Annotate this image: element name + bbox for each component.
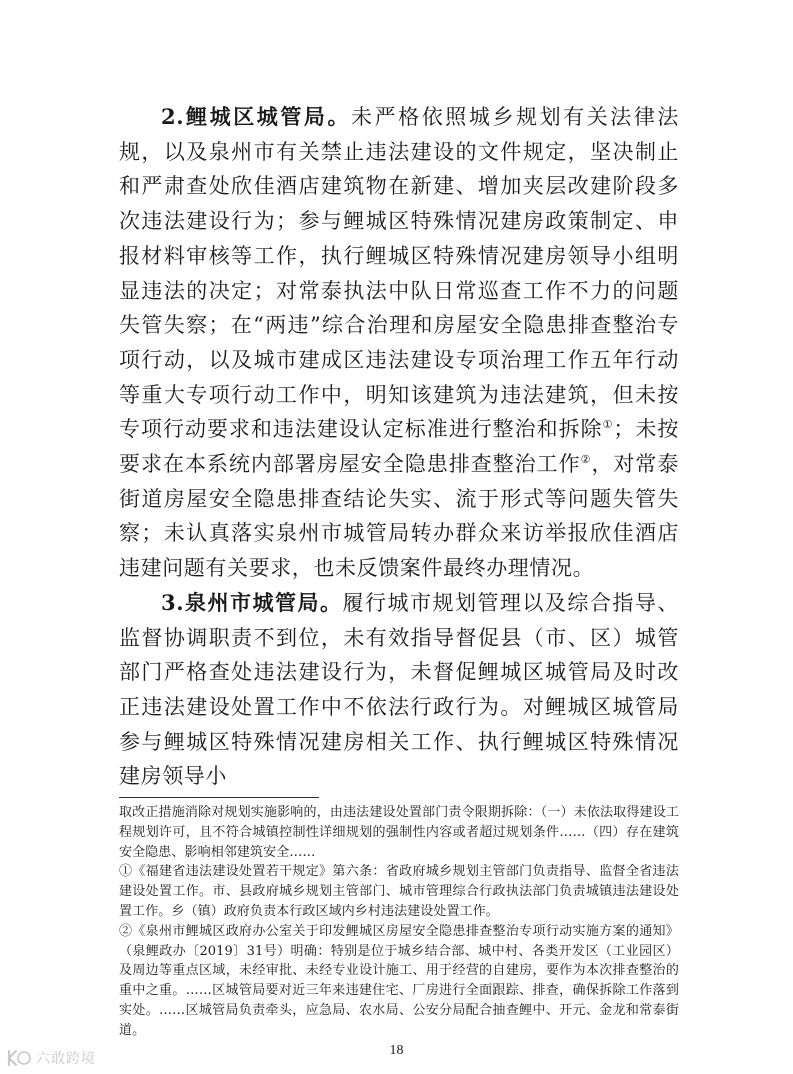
paragraph-text: 履行城市规划管理以及综合指导、监督协调职责不到位，未有效指导督促县（市、区）城管部门严格查处违法建设行为，未督促鲤城区城管局及时改正违法建设处置工作中不依法行政行为。对鲤城区城管局参与鲤城区特殊情况建房相关工作、执行鲤城区特殊情况建房领导小 xyxy=(119,590,680,789)
footnote-separator xyxy=(119,797,319,798)
paragraph-licheng-bureau xyxy=(119,100,679,586)
paragraph-text: 未严格依照城乡规划有关法律法规，以及泉州市有关禁止违法建设的文件规定，坚决制止和严肃查处欣佳酒店建筑物在新建、增加夹层改建阶段多次违法建设行为；参与鲤城区特殊情况建房政策制定、申报材料审核等工作，执行鲤城区特殊情况建房领导小组明显违法的决定；对常泰执法中队日常巡查工作不力的问题失管失察；在“两违”综合治理和房屋安全隐患排查整治专项行动，以及城市建成区违法建设专项治理工作五年行动等重大专项行动工作中，明知该建筑为违法建筑，但未按专项行动要求和违法建设认定标准进行整治和拆除 xyxy=(119,105,679,442)
paragraph-text-cont: ；未按要求在本系统内部署房屋安全隐患排查整治工作 xyxy=(119,417,679,477)
paragraph-heading: 3.泉州市城管局。 xyxy=(161,589,343,615)
paragraph-quanzhou-bureau xyxy=(119,586,679,794)
paragraph-heading: 2.鲤城区城管局。 xyxy=(161,104,352,129)
footnote-ref-2[interactable]: ② xyxy=(580,453,592,467)
watermark-text: 六敢跨境 xyxy=(36,1051,96,1067)
footnote-1: ①《福建省违法建设处置若干规定》第六条：省政府城乡规划主管部门负责指导、监督全省违法建设处置工作。市、县政府城乡规划主管部门、城市管理综合行政执法部门负责城镇违法建设处置工作。乡（镇）政府负责本行政区域内乡村违法建设处置工作。 xyxy=(119,864,679,919)
main-body-text xyxy=(119,100,679,794)
footnotes xyxy=(119,803,679,1041)
footnote-2: ②《泉州市鲤城区政府办公室关于印发鲤城区房屋安全隐患排查整治专项行动实施方案的通知》（泉鲤政办〔2019〕31号）明确：特别是位于城乡结合部、城中村、各类开发区（工业园区）及周边等重点区域，未经审批、未经专业设计施工、用于经营的自建房，要作为本次排查整治的重中之重。……区城管局要对近三年来违建住宅、厂房进行全面跟踪、排查，确保拆除工作落到实处。……区城管局负责牵头，应急局、农水局、公安分局配合抽查鲤中、开元、金龙和常泰街道。 xyxy=(119,923,679,1038)
page-number: 18 xyxy=(389,1043,404,1058)
footnote-continuation: 取改正措施消除对规划实施影响的，由违法建设处置部门责令限期拆除：（一）未依法取得建设工程规划许可，且不符合城镇控制性详细规划的强制性内容或者超过规划条件……（四）存在建筑安全隐患、影响相邻建筑安全…… xyxy=(119,805,679,860)
paragraph-text-end: ，对常泰街道房屋安全隐患排查结论失实、流于形式等问题失管失察；未认真落实泉州市城管局转办群众来访举报欣佳酒店违建问题有关要求，也未反馈案件最终办理情况。 xyxy=(119,452,679,581)
logo-k-icon xyxy=(6,1049,32,1067)
watermark xyxy=(6,1048,96,1068)
footnote-ref-1[interactable]: ① xyxy=(602,418,614,432)
